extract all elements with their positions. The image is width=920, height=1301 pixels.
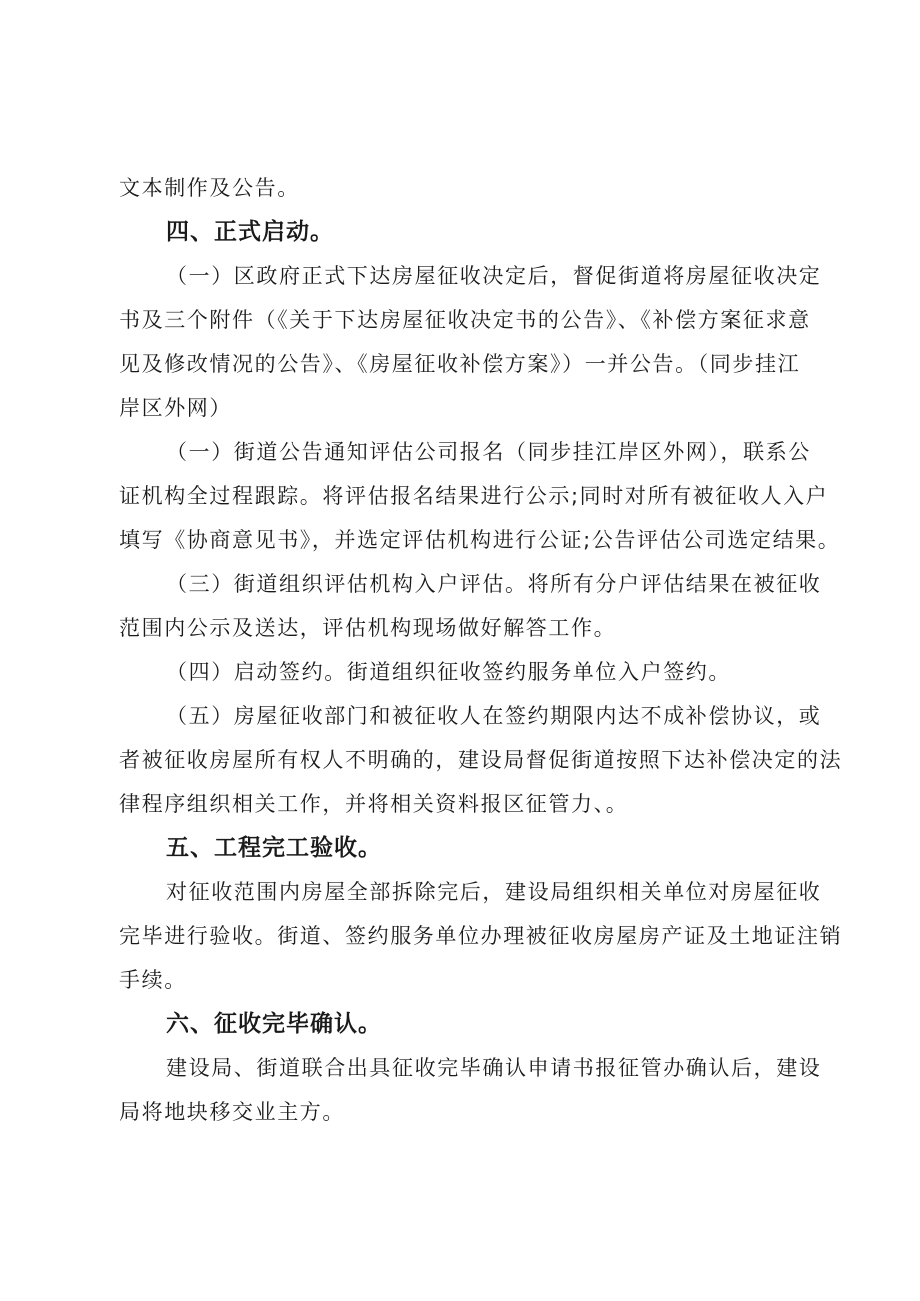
text-line: 局将地块移交业主方。 bbox=[119, 1100, 345, 1124]
text-line: 填写《协商意见书》，并选定评估机构进行公证;公告评估公司选定结果。 bbox=[119, 528, 841, 552]
text-line: 岸区外网） bbox=[119, 396, 232, 420]
text-line: 者被征收房屋所有权人不明确的，建设局督促街道按照下达补偿决定的法 bbox=[119, 748, 843, 772]
text-line: （四）启动签约。街道组织征收签约服务单位入户签约。 bbox=[166, 660, 731, 684]
text-line: （一）区政府正式下达房屋征收决定后，督促街道将房屋征收决定 bbox=[166, 264, 822, 288]
text-line: 律程序组织相关工作，并将相关资料报区征管力、。 bbox=[119, 792, 629, 816]
text-line: 见及修改情况的公告》、《房屋征收补偿方案》）一并公告。（同步挂江 bbox=[119, 352, 801, 376]
text-line: 证机构全过程跟踪。将评估报名结果进行公示;同时对所有被征收人入户 bbox=[119, 484, 829, 508]
section-heading-5: 五、工程完工验收。 bbox=[166, 835, 382, 861]
text-line: 书及三个附件（《关于下达房屋征收决定书的公告》、《补偿方案征求意 bbox=[119, 308, 811, 332]
text-line: 对征收范围内房屋全部拆除完后，建设局组织相关单位对房屋征收 bbox=[166, 880, 822, 904]
text-line: 建设局、街道联合出具征收完毕确认申请书报征管办确认后，建设 bbox=[166, 1056, 822, 1080]
text-line: 手续。 bbox=[119, 968, 187, 992]
section-heading-6: 六、征收完毕确认。 bbox=[166, 1011, 382, 1037]
text-line: 文本制作及公告。 bbox=[119, 176, 300, 200]
text-line: （一）街道公告通知评估公司报名（同步挂江岸区外网），联系公 bbox=[166, 440, 811, 464]
text-line: （三）街道组织评估机构入户评估。将所有分户评估结果在被征收 bbox=[166, 572, 822, 596]
text-line: 完毕进行验收。街道、签约服务单位办理被征收房屋房产证及土地证注销 bbox=[119, 924, 843, 948]
text-line: 范围内公示及送达，评估机构现场做好解答工作。 bbox=[119, 616, 617, 640]
section-heading-4: 四、正式启动。 bbox=[166, 219, 334, 245]
text-line: （五）房屋征收部门和被征收人在签约期限内达不成补偿协议，或 bbox=[166, 704, 822, 728]
